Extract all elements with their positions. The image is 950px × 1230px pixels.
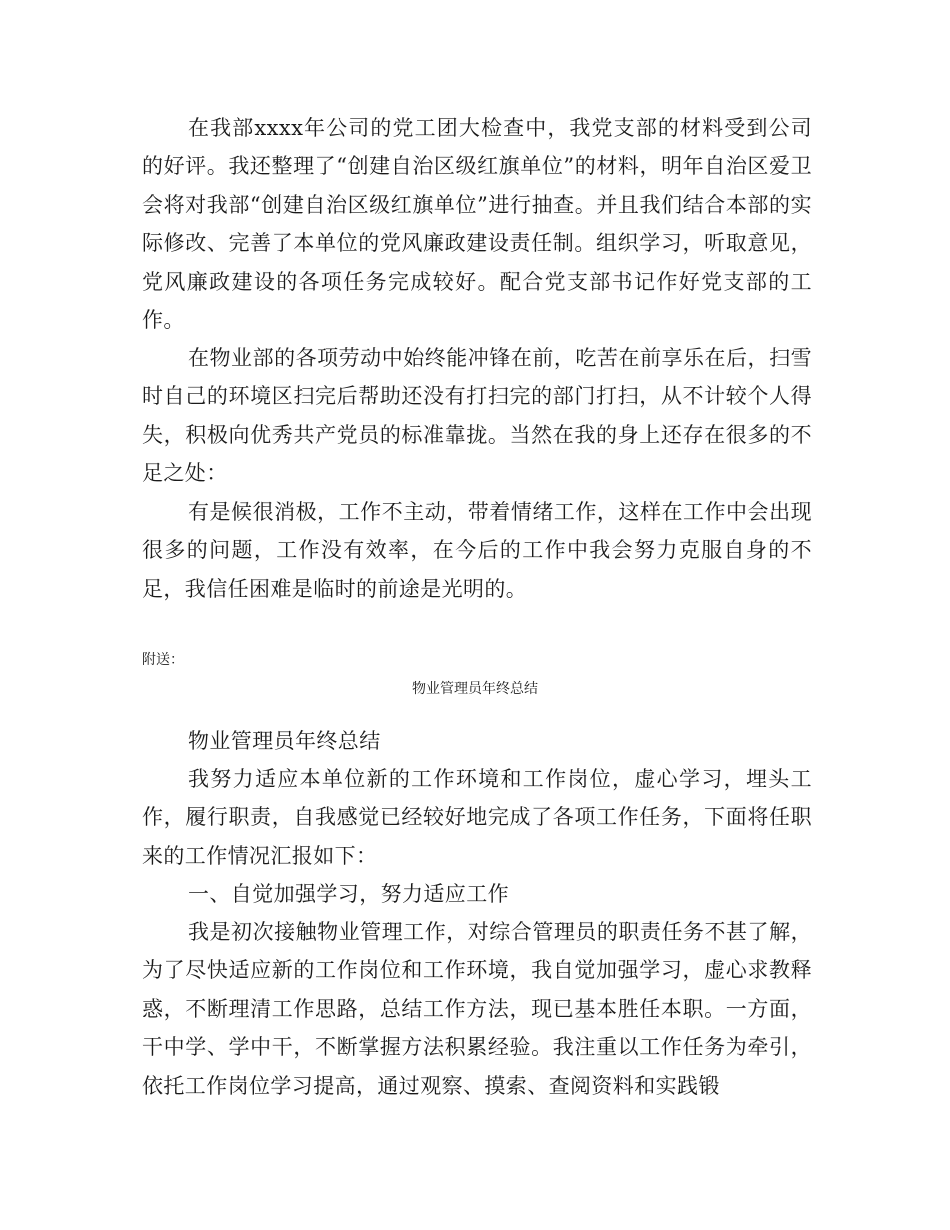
body-paragraph: 有是候很消极，工作不主动，带着情绪工作，这样在工作中会出现很多的问题，工作没有效率，在今后的工作中我会努力克服自身的不足，我信任困难是临时的前途是光明的。	[142, 500, 812, 601]
appendix-title: 物业管理员年终总结	[412, 681, 538, 697]
body-paragraph: 我是初次接触物业管理工作，对综合管理员的职责任务不甚了解，为了尽快适应新的工作岗位和工作环境，我自觉加强学习，虚心求教释惑，不断理清工作思路，总结工作方法，现已基本胜任本职。一方面，干中学、学中干，不断掌握方法积累经验。我注重以工作任务为牵引，依托工作岗位学习提高，通过观察、摸索、查阅资料和实践锻	[142, 920, 812, 1098]
body-paragraph: 在物业部的各项劳动中始终能冲锋在前，吃苦在前享乐在后，扫雪时自己的环境区扫完后帮助还没有打扫完的部门打扫，从不计较个人得失，积极向优秀共产党员的标准靠拢。当然在我的身上还存在很多的不足之处：	[142, 346, 812, 486]
section-heading: 一、自觉加强学习，努力适应工作	[188, 882, 509, 906]
appendix-label: 附送：	[142, 652, 184, 668]
body-paragraph: 我努力适应本单位新的工作环境和工作岗位，虚心学习，埋头工作，履行职责，自我感觉已经较好地完成了各项工作任务，下面将任职来的工作情况汇报如下：	[142, 767, 812, 868]
section-heading: 物业管理员年终总结	[188, 729, 381, 753]
body-paragraph: 在我部xxxx年公司的党工团大检查中，我党支部的材料受到公司的好评。我还整理了“创建自治区级红旗单位”的材料，明年自治区爱卫会将对我部“创建自治区级红旗单位”进行抽查。并且我们结合本部的实际修改、完善了本单位的党风廉政建设责任制。组织学习，听取意见，党风廉政建设的各项任务完成较好。配合党支部书记作好党支部的工作。	[142, 116, 812, 333]
